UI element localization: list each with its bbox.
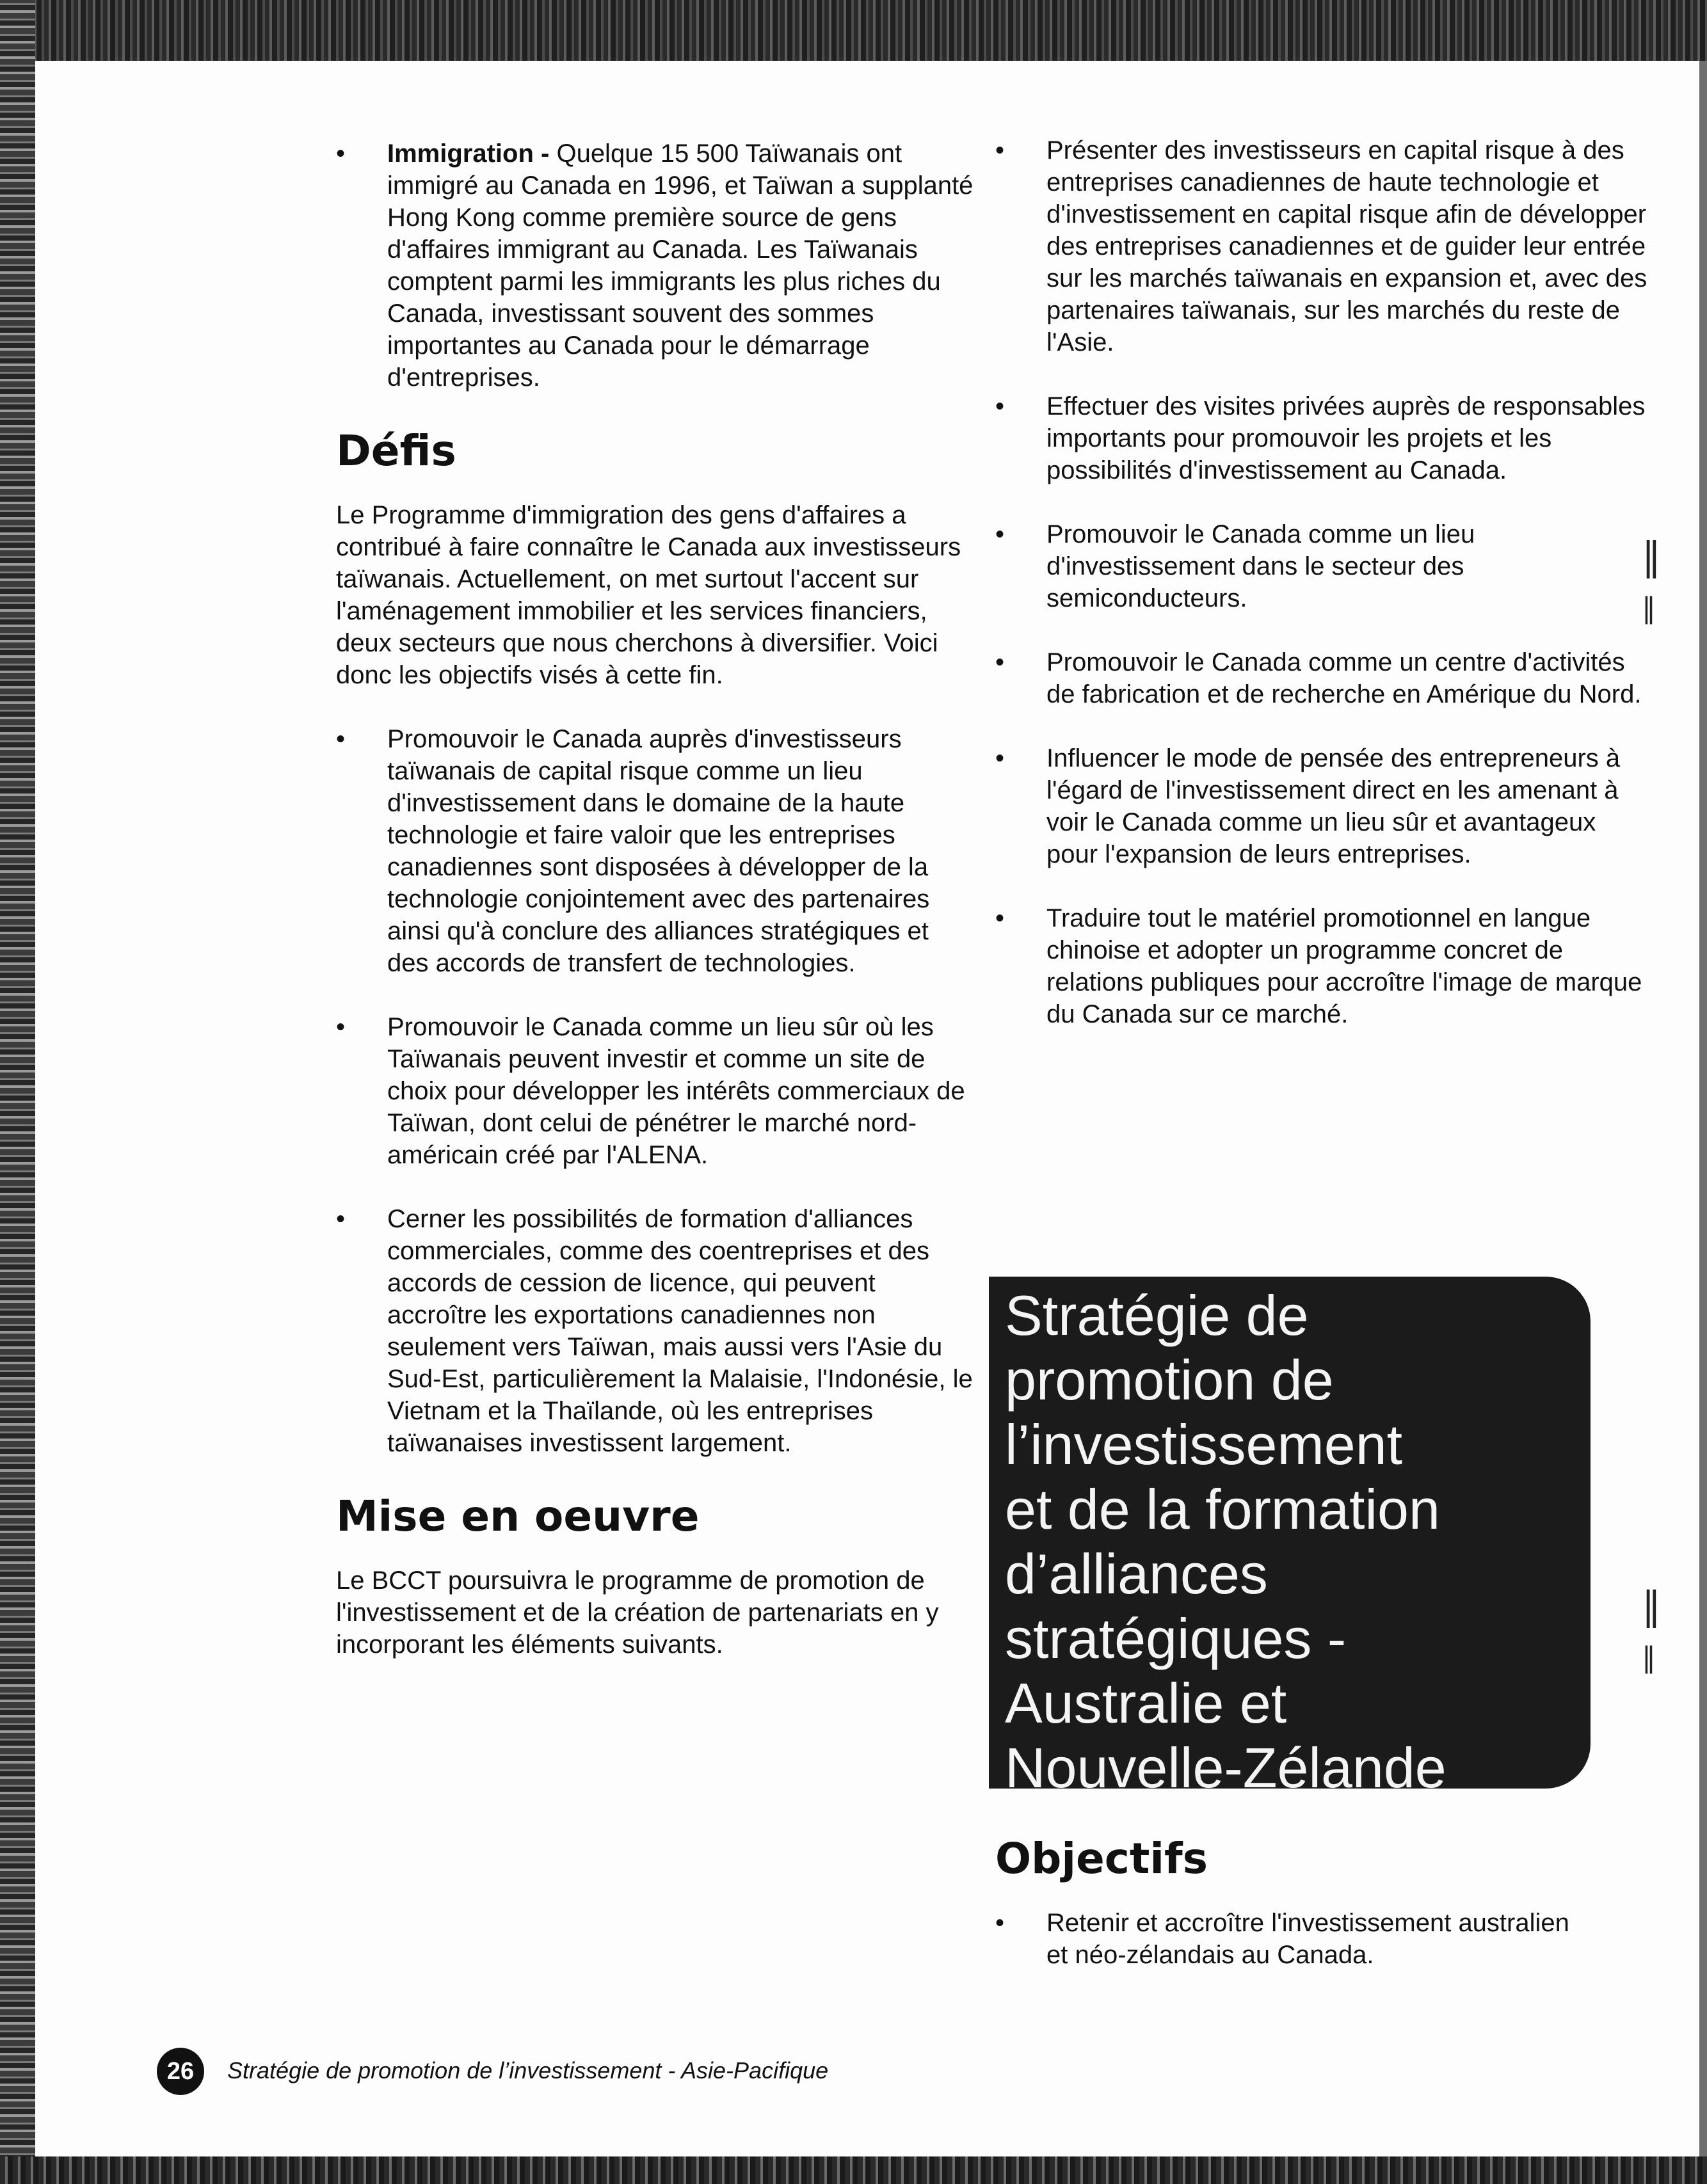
right-column [995,134,1648,1062]
section-heading-mise-en-oeuvre: Mise en oeuvre [336,1492,700,1541]
implementation-bullet-list [995,134,1648,1030]
left-column [336,138,976,1693]
list-item: • Promouvoir le Canada auprès d'investisseurs taïwanais de capital risque comme un lieu d'investissement dans le domaine de la haute technologie et faire valoir que les entreprises canadiennes sont disposées à développer de la technologie conjointement avec des partenaires ainsi qu'à conclure des alliances stratégiques et des accords de transfert de technologies. [336,723,976,979]
list-item: • Présenter des investisseurs en capital risque à des entreprises canadiennes de haute technologie et d'investissement en capital risque afin de développer des entreprises canadiennes et de guider leur entrée sur les marchés taïwanais en expansion et, avec des partenaires taïwanais, sur les marchés du reste de l'Asie. [995,134,1648,358]
list-item [336,138,976,394]
callout-line: Nouvelle-Zélande [1005,1736,1447,1789]
scan-border-left [0,0,35,2184]
list-item: • Effectuer des visites privées auprès de responsables importants pour promouvoir les projets et les possibilités d'investissement au Canada. [995,390,1648,486]
document-page [35,61,1699,2156]
defis-bullet-list [336,723,976,1459]
page-number-badge: 26 [157,2048,204,2095]
list-item: • Traduire tout le matériel promotionnel en langue chinoise et adopter un programme concret de relations publiques pour accroître l'image de marque du Canada sur ce marché. [995,902,1648,1030]
scan-border-top [0,0,1707,61]
section-title-callout [989,1277,1591,1789]
objectifs-section [995,1833,1597,2003]
binder-mark-icon: ‖ [1642,1641,1656,1674]
mise-en-oeuvre-paragraph: Le BCCT poursuivra le programme de promotion de l'investissement et de la création de partenariats en y incorporant les éléments suivants. [336,1566,939,1659]
list-item: • Influencer le mode de pensée des entrepreneurs à l'égard de l'investissement direct en les amenant à voir le Canada comme un lieu sûr et avantageux pour l'expansion de leurs entreprises. [995,742,1648,870]
bullet-lead: Immigration - [387,139,557,168]
binder-mark-icon: ‖ [1642,1584,1661,1629]
section-heading-objectifs: Objectifs [995,1834,1208,1883]
binder-mark-icon: ‖ [1642,534,1661,579]
callout-line: stratégiques - [1005,1607,1347,1670]
bullet-text: Quelque 15 500 Taïwanais ont immigré au Canada en 1996, et Taïwan a supplanté Hong Kong comme première source de gens d'affaires immigrant au Canada. Les Taïwanais comptent parmi les immigrants les plus riches du Canada, investissant souvent des sommes importantes au Canada pour le démarrage d'entreprises. [387,139,974,392]
running-title: Stratégie de promotion de l’investissement - Asie-Pacifique [227,2057,829,2084]
callout-line: et de la formation [1005,1478,1440,1541]
callout-line: d’alliances [1005,1542,1268,1606]
list-item: • Retenir et accroître l'investissement australien et néo-zélandais au Canada. [995,1907,1597,1971]
section-heading-defis: Défis [336,426,456,475]
binder-mark-icon: ‖ [1642,592,1656,625]
list-item: • Promouvoir le Canada comme un lieu d'investissement dans le secteur des semiconducteurs. [995,518,1648,614]
callout-line: Stratégie de [1005,1284,1309,1347]
list-item: • Promouvoir le Canada comme un lieu sûr où les Taïwanais peuvent investir et comme un site de choix pour développer les intérêts commerciaux de Taïwan, dont celui de pénétrer le marché nord-américain créé par l'ALENA. [336,1011,976,1171]
list-item: • Promouvoir le Canada comme un centre d'activités de fabrication et de recherche en Amérique du Nord. [995,646,1648,710]
callout-title [1005,1283,1581,1789]
defis-paragraph: Le Programme d'immigration des gens d'affaires a contribué à faire connaître le Canada aux investisseurs taïwanais. Actuellement, on met surtout l'accent sur l'aménagement immobilier et les services financiers, deux secteurs que nous cherchons à diversifier. Voici donc les objectifs visés à cette fin. [336,501,961,689]
list-item: • Cerner les possibilités de formation d'alliances commerciales, comme des coentreprises et des accords de cession de licence, qui peuvent accroître les exportations canadiennes non seulement vers Taïwan, mais aussi vers l'Asie du Sud-Est, particulièrement la Malaisie, l'Indonésie, le Vietnam et la Thaïlande, où les entreprises taïwanaises investissent largement. [336,1203,976,1459]
scan-border-bottom [0,2156,1707,2184]
callout-line: promotion de [1005,1348,1334,1412]
callout-line: Australie et [1005,1671,1287,1735]
intro-bullet-list [336,138,976,394]
callout-line: l’investissement [1005,1413,1403,1476]
objectifs-bullet-list [995,1907,1597,1971]
